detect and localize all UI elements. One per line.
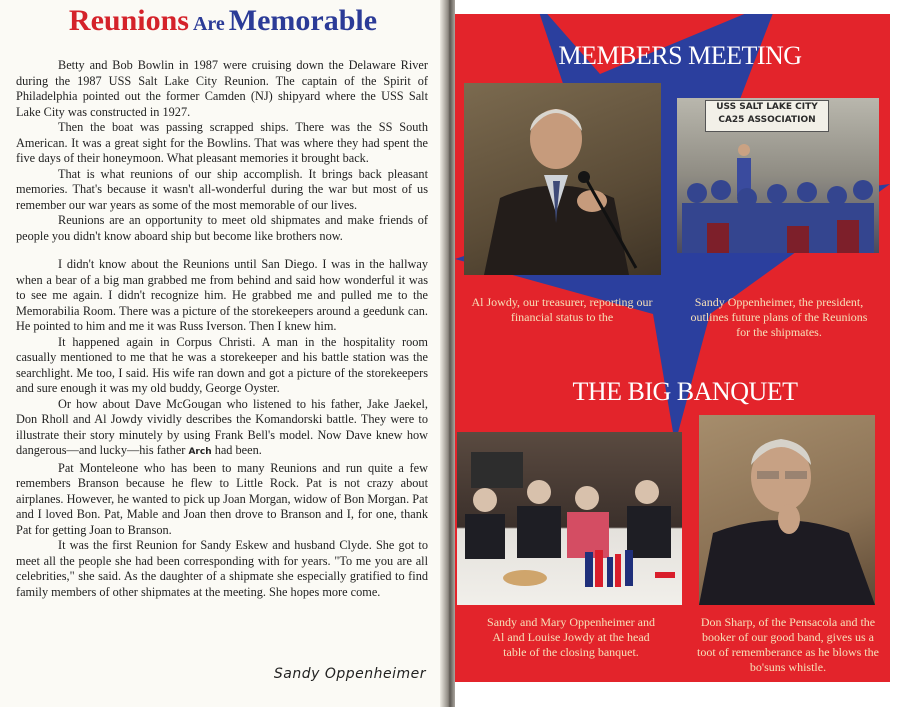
article-title: [0, 4, 446, 38]
caption-don-sharp: Don Sharp, of the Pensacola and the booker of our good band, gives us a toot of rememberance as he blows the bo'suns whistle.: [697, 615, 879, 674]
left-page: [0, 0, 446, 707]
title-word-are: Are: [192, 13, 225, 35]
banner-line-2: CA25 ASSOCIATION: [718, 115, 816, 125]
banner-line-1: USS SALT LAKE CITY: [716, 102, 818, 112]
title-word-reunions: Reunions: [68, 4, 189, 37]
right-page: [455, 0, 908, 707]
photo-al-jowdy: [464, 83, 661, 275]
heading-big-banquet: THE BIG BANQUET: [572, 377, 798, 406]
paragraph: Reunions are an opportunity to meet old shipmates and make friends of people you didn't know aboard ship but become like brothers now.: [16, 213, 428, 243]
paragraph-tail: had been.: [211, 443, 262, 457]
arch-label: Arch: [188, 447, 212, 457]
red-panel: [455, 14, 890, 682]
paragraph: That is what reunions of our ship accomplish. It brings back pleasant memories. That's because it wasn't all-wonderful during the war but most of us remember our war years as some of the most memorable of our lives.: [16, 166, 428, 212]
paragraph: It was the first Reunion for Sandy Eskew and husband Clyde. She got to meet all the people she had been corresponding with for years. "To me you are all celebrities," she said. As the daughter of a shipmate she especially gratified to find family members of other shipmates at the meeting. She hopes more come.: [16, 538, 428, 599]
paragraph-text: Or how about Dave McGougan who listened to his father, Jake Jaekel, Don Rholl and Al Jowdy vividly describes the Komandorski battle. They were to illustrate their story minutely by using Frank Bell's model. Now Dave knew how dangerous—and lucky—his father: [16, 396, 428, 457]
paragraph: Then the boat was passing scrapped ships. There was the SS South American. It was a great sight for the Bowlins. That was where they had spent the five days of their honeymoon. What pleasant memories it brought back.: [16, 120, 428, 165]
paragraph: I didn't know about the Reunions until San Diego. I was in the hallway when a bear of a big man grabbed me from behind and said how wonderful it was to see me again. I didn't recognize him. He grabbed me and pulled me to the Memorabilia Room. There was a picture of the storekeepers around a geedunk can. He pointed to him and me it was Russ Iverson. Then I knew him.: [16, 257, 428, 333]
paragraph: Betty and Bob Bowlin in 1987 were cruising down the Delaware River during the 1987 USS Salt Lake City Reunion. The captain of the Spirit of Philadelphia pointed out the former Camden (NJ) shipyard where the USS Salt Lake City was constructed in 1927.: [16, 58, 428, 119]
photo-head-table: [457, 432, 682, 605]
paragraph: It happened again in Corpus Christi. A man in the hospitality room casually mentioned to me that he was a storekeeper and his battle station was the searchlight. Me too, I said. His wife ran down and got a picture of the storekeepers and sure enough it was my old buddy, George Oyster.: [16, 334, 428, 395]
photo-don-sharp: [699, 415, 875, 605]
heading-members-meeting: MEMBERS MEETING: [558, 41, 802, 70]
caption-al-jowdy: Al Jowdy, our treasurer, reporting our financial status to the: [471, 295, 653, 324]
author-signature: Sandy Oppenheimer: [273, 666, 426, 682]
photo-meeting-room: [677, 98, 879, 253]
article-body: [16, 58, 428, 600]
paragraph: [16, 397, 428, 461]
caption-sandy-oppenheimer: Sandy Oppenheimer, the president, outlines future plans of the Reunions for the shipmates.: [690, 295, 868, 339]
title-word-memorable: Memorable: [228, 4, 378, 37]
caption-head-table: Sandy and Mary Oppenheimer and Al and Louise Jowdy at the head table of the closing banquet.: [487, 615, 655, 659]
paragraph: Pat Monteleone who has been to many Reunions and run quite a few remembers Branson because he flew to Little Rock. Pat is not crazy about airplanes. However, he wanted to pick up Joan Morgan, widow of Bon Morgan. Pat and I loved Bon. Pat, Mable and Joan then drove to Branson and I, for one, thank Pat for getting Joan to Branson.: [16, 460, 428, 537]
